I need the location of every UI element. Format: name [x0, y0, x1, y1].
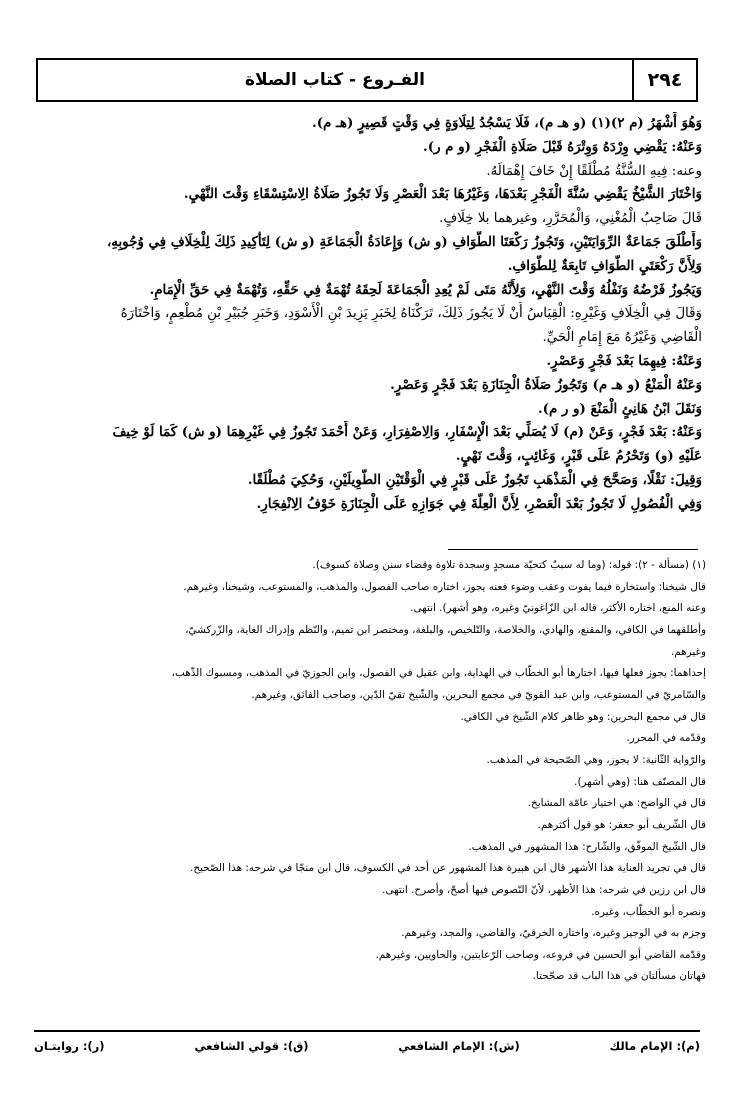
footnote-line: وجزم به في الوجيز وغيره، واختاره الخرقيّ، والقاضي، والمجد، وغيرهم.: [401, 927, 706, 940]
running-title: الفـروع - كتاب الصلاة: [244, 70, 426, 90]
legend-item: (ش): الإمام الشافعي: [398, 1039, 520, 1053]
main-line: قَالَ صَاحِبُ الْمُغْنِي، وَالْمُحَرَّرِ، وغيرهما بلا خِلَافٍ.: [439, 211, 702, 227]
main-line: عَلَيْهِ (و) وَتَحْرُمُ عَلَى قَبْرٍ، وَغَائِبٍ، وَقْتَ نَهْيٍ.: [455, 448, 702, 465]
footnote-line: قال شيخنا: واستخارة فيما يفوت وعقب وضوء فعنه يجوز، اختاره صاحب الفصول، والمذهب، والمستوعب، وشيخنا، وغيرهم.: [183, 580, 706, 593]
footnote-line: والسّامريّ في المستوعب، وابن عبد القويّ في مجمع البحرين، والشّيخ تقيّ الدّين، وصاحب الفائق، وغيرهم.: [251, 688, 706, 701]
footnote-line: وأطلقهما في الكافي، والمقنع، والهادي، والخلاصة، والتّلخيص، والبلغة، ومختصر ابن تميم، والنّظم وإدراك الغاية، والزّركشيّ،: [185, 623, 706, 636]
footnote-line: إحداهما: يجوز فعلها فيها، اختارها أبو الخطّاب في الهداية، وابن عقيل في الفصول، وابن الجوزيّ في المذهب، ومسبوك الذّهب،: [171, 667, 706, 680]
footnote-line: قال المصنّف هنا: (وهي أشهر).: [574, 775, 706, 788]
footnote-line: قال الشّيخ الموفّق، والشّارح: هذا المشهور في المذهب.: [468, 840, 706, 853]
footnote-line: قال ابن رزين في شرحه: هذا الأظهر، لأنّ النّصوص فيها أصحّ، وأصرح. انتهى.: [382, 883, 706, 896]
footer-legend: [34, 1034, 700, 1058]
footnote-line: (١) (مسألة - ٢): قوله: (وما له سببٌ كتحيّة مسجدٍ وسجدة تلاوة وقضاء سنن وصلاة كسوف).: [312, 559, 706, 571]
main-line: وَيَجُوزُ فَرْضُهُ وَنَفْلُهُ وَقْتَ النَّهْيِ، وَلِأَنَّهُ مَتَى لَمْ يُعِدِ الْجَمَاعَةَ لَحِقَهُ تُهْمَةٌ فِي حَقِّهِ، وَتُهْمَةٌ فِي حَقِّ الْإِمَامِ.: [149, 281, 702, 298]
footnote-line: قال في مجمع البحرين: وهو ظاهر كلام الشّيخ في الكافي.: [460, 710, 706, 723]
footnote-line: وقدّمه القاضي أبو الحسين في فروعه، وصاحب الرّعايتين، والحاويين، وغيرهم.: [375, 948, 706, 961]
footnote-line: وقدّمه في المحرر.: [626, 732, 706, 745]
main-line: وَقَالَ فِي الْخِلَافِ وَغَيْرِهِ: الْقِيَاسُ أَنْ لَا يَجُوزَ ذَلِكَ، تَرَكْنَاهُ لِخَبَرِ يَزِيدَ بْنِ الْأَسْوَدِ، وَخَبَرِ جُبَيْرِ بْنِ مُطْعِمٍ، وَاخْتَارَهُ: [120, 306, 702, 322]
main-line: وَعَنْهُ: بَعْدَ فَجْرٍ، وَعَنْ (م) لَا يُصَلِّي بَعْدَ الْإِسْفَارِ، وَالِاصْفِرَارِ، وَعَنْ أَحْمَدَ تَجُوزُ فِي غَيْرِهِمَا (و ش) كَمَا لَوْ خِيفَ: [112, 424, 702, 441]
footnote-line: ونصره أبو الخطّاب، وغيره.: [591, 905, 706, 918]
legend-item: (ق): قولي الشافعي: [194, 1039, 309, 1053]
main-line: وَقِيلَ: نَقْلًا، وَصَحَّحَ فِي الْمَذْهَبِ تَجُوزُ عَلَى قَبْرٍ فِي الْوَقْتَيْنِ الطَّوِيلَيْنِ، وَحُكِيَ مُطْلَقًا.: [247, 471, 702, 488]
main-line: وَهُوَ أَشْهَرُ (م ٢)(١) (و هـ م)، فَلَا يَسْجُدُ لِتِلَاوَةٍ فِي وَقْتٍ قَصِيرٍ (هـ م).: [312, 115, 702, 131]
main-line: وَاخْتَارَ الشَّيْخُ يَقْضِي سُنَّةَ الْفَجْرِ بَعْدَهَا، وَغَيْرُهَا بَعْدَ الْعَصْرِ وَلَا تَجُوزُ صَلَاةُ الِاسْتِسْقَاءِ وَقْتَ النَّهْيِ.: [183, 186, 702, 203]
main-line: وَعَنْهُ: يَقْضِي وِرْدَهُ وَوِتْرَهُ قَبْلَ صَلَاةِ الْفَجْرِ (و م ر).: [423, 138, 702, 155]
footnote-line: قال في تجريد العناية هذا الأشهر قال ابن هبيرة هذا المشهور عن أحد في الكسوف، قال ابن منجّا في شرحه: هذا الصّحيح.: [190, 862, 706, 875]
footnote-line: والرّواية الثّانية: لا يجوز، وهي الصّحيحة في المذهب.: [486, 753, 706, 766]
footnote-line: وغيرهم.: [670, 645, 706, 658]
main-line: وَعَنْهُ: فِيهِمَا بَعْدَ فَجْرٍ وَعَصْرٍ.: [546, 352, 702, 369]
legend-item: (م): الإمام مالك: [609, 1039, 700, 1053]
footer-rule: [34, 1030, 700, 1032]
main-text: [28, 112, 702, 517]
main-line: وعنه: فِيهِ السُّنَّةُ مُطْلَقًا إِنْ خَافَ إِهْمَالَهُ.: [486, 163, 702, 179]
main-line: الْقَاضِي وَغَيْرُهُ مَعَ إِمَامِ الْحَيِّ.: [542, 330, 702, 346]
main-line: وَأَطْلَقَ جَمَاعَةٌ الرِّوَايَتَيْنِ، وَتَجُوزُ رَكْعَتَا الطَّوَافِ (و ش) وَإِعَادَةُ الْجَمَاعَةِ (و ش) لِتَأْكِيدِ ذَلِكَ لِلْخِلَافِ فِي وُجُوبِهِ،: [106, 233, 702, 250]
main-line: وَعَنْهُ الْمَنْعُ (و هـ م) وَتَجُوزُ صَلَاةُ الْجِنَازَةِ بَعْدَ فَجْرٍ وَعَصْرٍ.: [390, 376, 702, 393]
footnote-line: وعنه المنع، اختاره الأكثر، قاله ابن الزّاغونيّ وغيره، وهو أشهر). انتهى.: [410, 602, 706, 615]
main-line: وَنَقَلَ ابْنُ هَانِئٍ الْمَنْعَ (و ر م).: [537, 400, 702, 417]
header-divider: [632, 60, 634, 100]
footnote-line: قال في الواضح: هي اختيار عامّة المشايخ.: [527, 797, 706, 810]
footnote-line: قال الشّريف أبو جعفر: هو قول أكثرهم.: [537, 818, 706, 831]
main-line: وَلِأَنَّ رَكْعَتَيِ الطَّوَافِ تَابِعَةٌ لِلطَّوَافِ.: [507, 257, 702, 274]
footnotes: [22, 555, 706, 988]
main-line: وَفِي الْفُصُولِ لَا تَجُوزُ بَعْدَ الْعَصْرِ، لِأَنَّ الْعِلَّةَ فِي جَوَازِهِ عَلَى الْجِنَازَةِ خَوْفُ الِانْفِجَارِ.: [256, 495, 702, 512]
legend-item: (ر): روايتـان: [34, 1039, 105, 1053]
footnote-line: فهاتان مسألتان في هذا الباب قد صحّحتا.: [532, 970, 706, 983]
footnote-separator: [448, 549, 698, 550]
page-header: [36, 58, 698, 102]
page-number: ٢٩٤: [647, 69, 683, 91]
